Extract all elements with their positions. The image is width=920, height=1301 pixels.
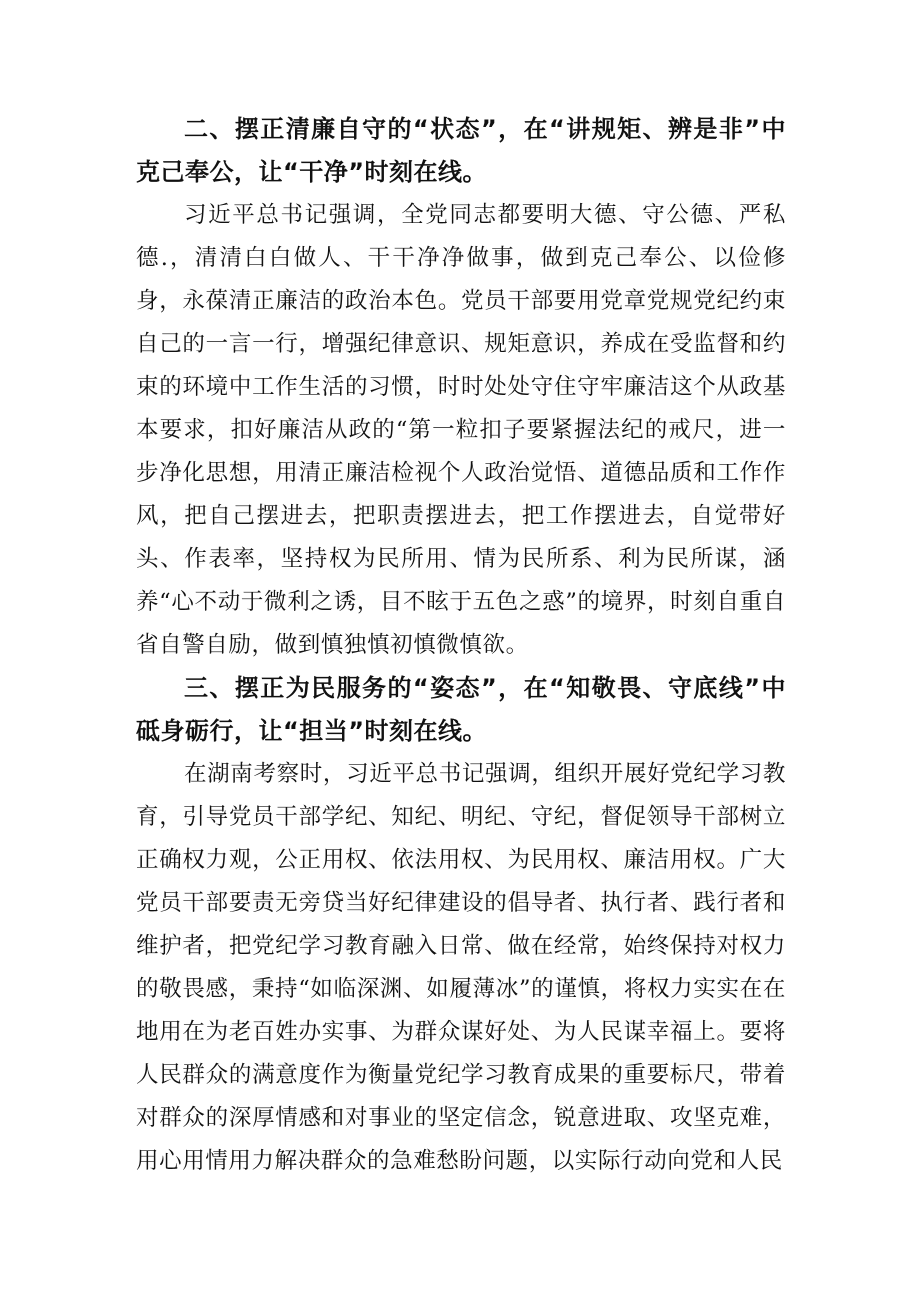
document-body bbox=[136, 108, 786, 1183]
section-heading-two: 二、摆正清廉自守的“状态”，在“讲规矩、辨是非”中克己奉公，让“干净”时刻在线。 bbox=[136, 115, 786, 186]
section-heading-three: 三、摆正为民服务的“姿态”，在“知敬畏、守底线”中砥身砺行，让“担当”时刻在线。 bbox=[136, 674, 786, 745]
section-paragraph-three: 在湖南考察时，习近平总书记强调，组织开展好党纪学习教育，引导党员干部学纪、知纪、明纪、守纪，督促领导干部树立正确权力观，公正用权、依法用权、为民用权、廉洁用权。广大党员干部要责无旁贷当好纪律建设的倡导者、执行者、践行者和维护者，把党纪学习教育融入日常、做在经常，始终保持对权力的敬畏感，秉持“如临深渊、如履薄冰”的谨慎，将权力实实在在地用在为老百姓办实事、为群众谋好处、为人民谋幸福上。要将人民群众的满意度作为衡量党纪学习教育成果的重要标尺，带着对群众的深厚情感和对事业的坚定信念，锐意进取、攻坚克难，用心用情用力解决群众的急难愁盼问题，以实际行动向党和人民 bbox=[136, 761, 786, 1174]
section-paragraph-two: 习近平总书记强调，全党同志都要明大德、守公德、严私德.，清清白白做人、干干净净做事，做到克己奉公、以俭修身，永葆清正廉洁的政治本色。党员干部要用党章党规党纪约束自己的一言一行，增强纪律意识、规矩意识，养成在受监督和约束的环境中工作生活的习惯，时时处处守住守牢廉洁这个从政基本要求，扣好廉洁从政的“第一粒扣子要紧握法纪的戒尺，进一步净化思想，用清正廉洁检视个人政治觉悟、道德品质和工作作风，把自己摆进去，把职责摆进去，把工作摆进去，自觉带好头、作表率，坚持权为民所用、情为民所系、利为民所谋，涵养“心不动于微利之诱，目不眩于五色之惑”的境界，时刻自重自省自警自励，做到慎独慎初慎微慎欲。 bbox=[136, 202, 786, 658]
